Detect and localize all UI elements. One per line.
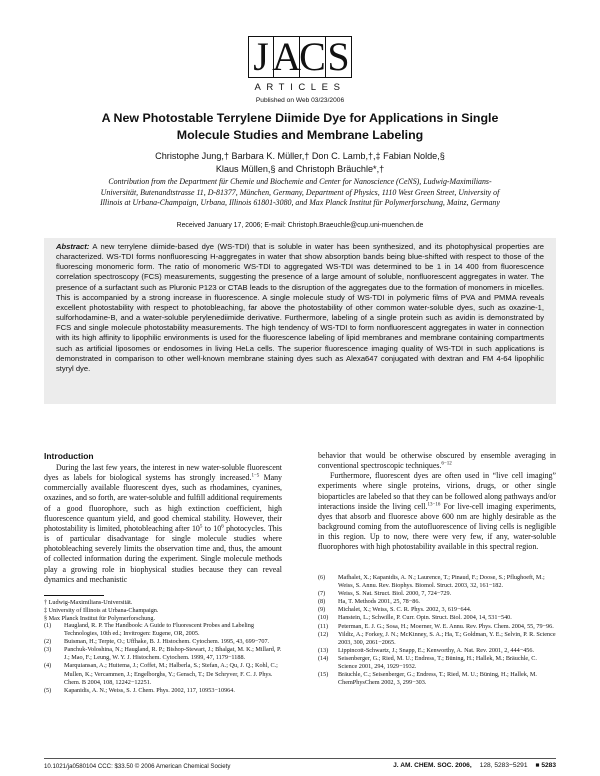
footnote: † Ludwig-Maximilians-Universität.	[44, 599, 133, 606]
author-list	[110, 150, 490, 175]
journal-logo	[248, 36, 352, 78]
reference-number: (13)	[318, 646, 329, 654]
reference-text: Mafhalet, X.; Kapanidis, A. N.; Laurence, T.; Pinaud, F.; Doose, S.; Pflughoeft, M.; Weiss, S. Annu. Rev. Biophys. Biomol. Struct. 2003, 32, 161−182.	[338, 574, 545, 590]
citation: 1−5	[251, 473, 260, 479]
references-left	[44, 622, 282, 695]
exponent: 6	[221, 524, 224, 530]
journal-citation	[393, 762, 556, 769]
abstract-text: A new terrylene diimide-based dye (WS-TDI) that is soluble in water has been synthesized, and its photophysical properties are characterized. WS-TDI forms nonfluorescing H-aggregates in water that show absorption bands being blue-shifted with respect to those of the fluorescing monomeric form. The ratio of monomeric WS-TDI to aggregated WS-TDI was determined to be 1 in 14 400 from fluorescence correlation spectroscopy (FCS) measurements, suggesting the presence of a large amount of soluble, nonfluorescent aggregates in water. The presence of a surfactant such as Pluronic P123 or CTAB leads to the disruption of the aggregates due to the formation of monomers in micelles. This is accompanied by a strong increase in fluorescence. A single molecule study of WS-TDI in polymeric films of PVA and PMMA reveals excellent photostability with respect to photobleaching, far above the photostability of other common water-soluble dyes, such as oxazine-1, sulforhodamine-B, and a water-soluble perylenediimide derivative. Furthermore, labeling of a single protein such as avidin is demonstrated by FCS and single molecule photostability measurements. The high tendency of WS-TDI to form nonfluorescent aggregates in water in connection with its high affinity to lipophilic environments is used for the fluorescence labeling of lipid membranes and membrane containing compartments such as artificial liposomes or endosomes in living HeLa cells. The superior fluorescence imaging quality of WS-TDI in such applications is demonstrated in comparison to other well-known membrane staining dyes such as Alexa647 conjugated with dextran and FM 4-64 lipophilic styryl dye.	[56, 242, 544, 373]
reference-item	[318, 631, 556, 647]
reference-number: (7)	[318, 590, 326, 598]
reference-number: (8)	[318, 598, 326, 606]
reference-number: (11)	[318, 622, 329, 630]
reference-item	[44, 622, 282, 638]
reference-number: (9)	[318, 606, 326, 614]
body-paragraph	[318, 451, 556, 471]
reference-item	[318, 590, 556, 598]
reference-item	[318, 655, 556, 671]
reference-number: (5)	[44, 686, 52, 694]
reference-text: Ha, T. Methods 2001, 25, 78−86.	[338, 598, 420, 606]
reference-text: Michalet, X.; Weiss, S. C. R. Phys. 2002, 3, 619−644.	[338, 606, 472, 614]
section-heading: Introduction	[44, 451, 94, 461]
reference-text: Weiss, S. Nat. Struct. Biol. 2000, 7, 724−729.	[338, 590, 452, 598]
logo-letter: A	[272, 34, 301, 79]
authors-line: Klaus Müllen,§ and Christoph Bräuchle*,†	[215, 163, 385, 174]
reference-number: (15)	[318, 671, 329, 679]
text-run: During the last few years, the interest in new water-soluble fluorescent dyes as labels for biological systems has strongly increased.	[44, 463, 282, 483]
received-and-email: Received January 17, 2006; E-mail: Christoph.Braeuchle@cup.uni-muenchen.de	[176, 222, 424, 229]
authors-line: Christophe Jung,† Barbara K. Müller,† Don C. Lamb,†,‡ Fabian Nolde,§	[155, 151, 445, 161]
text-run: For live-cell imaging experiments, dyes that absorb and fluoresce above 600 nm are highly desirable as the background coming from the autofluorescence of living cells is negligible in this region. Up to now, there were very few, if any, water-soluble fluorophores with high photostability available in this spectral region.	[318, 501, 556, 552]
text-run: behavior that would be otherwise obscured by ensemble averaging in conventional spectroscopic techniques.	[318, 451, 556, 471]
footer-divider	[44, 758, 556, 759]
citation: 13−16	[427, 502, 441, 508]
reference-item	[44, 687, 282, 695]
text-run: Furthermore, fluorescent dyes are often used in “live cell imaging” experiments where single proteins, virions, drugs, or other single bioparticles are labeled so that they can be followed along pathways and/or interactions inside the living cell.	[318, 471, 556, 511]
exponent: 5	[199, 524, 203, 530]
reference-number: (2)	[44, 638, 52, 646]
reference-text: Bräuchle, C.; Seisenberger, G.; Endress, T.; Ried, M. U.; Büning, H.; Hallek, M. ChemPhysChem 2002, 3, 299−303.	[338, 671, 537, 687]
reference-item	[318, 598, 556, 606]
article-title: A New Photostable Terrylene Diimide Dye for Applications in Single Molecule Studies and Membrane Labeling	[101, 111, 499, 142]
reference-item	[318, 614, 556, 622]
journal-name: J. AM. CHEM. SOC. 2006,	[393, 762, 472, 769]
published-date: Published on Web 03/23/2006	[255, 97, 345, 104]
reference-number: (10)	[318, 614, 329, 622]
reference-text: Panchuk-Voloshina, N.; Haugland, R. P.; Bishop-Stewart, J.; Bhalgat, M. K.; Millard, P. J.; Mao, F.; Leung, W. Y. J. Histochem. Cytochem. 1999, 47, 1179−1188.	[64, 646, 282, 662]
logo-letter: S	[326, 36, 352, 78]
reference-item	[318, 671, 556, 687]
reference-number: (12)	[318, 630, 329, 638]
section-label: ARTICLES	[254, 82, 346, 93]
reference-text: Yildiz, A.; Forkey, J. N.; McKinney, S. A.; Ha, T.; Goldman, Y. E.; Selvin, P. R. Science 2003, 300, 2061−2065.	[338, 630, 556, 646]
logo-letter: C	[299, 34, 326, 79]
right-column	[318, 451, 556, 553]
abstract-label: Abstract:	[56, 242, 90, 251]
reference-item	[318, 606, 556, 614]
affiliation-footnotes	[44, 599, 282, 623]
reference-number: (1)	[44, 622, 52, 629]
left-column	[44, 451, 282, 585]
reference-text: Buisman, H.; Terpte, O.; Uffhake, B. J. Histochem. Cytochem. 1995, 43, 699−707.	[64, 638, 270, 646]
reference-text: Hanstein, L.; Schwille, P. Curr. Opin. Struct. Biol. 2004, 14, 531−540.	[338, 614, 512, 622]
reference-number: (6)	[318, 574, 326, 581]
reference-item	[318, 647, 556, 655]
text-run: to 10	[202, 523, 222, 533]
references-right	[318, 574, 556, 687]
reference-number: (14)	[318, 654, 329, 662]
reference-item	[44, 662, 282, 686]
citation: 6−12	[441, 461, 452, 467]
footnote-divider	[44, 595, 104, 596]
text-run: Many commercially available fluorescent dyes, such as rhodamines, cyanines, oxazines, and so forth, are water-soluble and fulfill additional requirements of a good fluorophore, such as high extinction coefficient, high fluorescence quantum yield, and good chemical stability. However, their photostability is limited, photobleaching after 10	[44, 473, 282, 533]
reference-item	[44, 638, 282, 646]
reference-text: Marquiansan, A.; Huitema, J.; Coffet, M.; Halberla, S.; Stefan, A.; Qu, J. Q.; Kohl, C.; Mullen, K.; Vercammen, J.; Engelborghs, Y.; Gensch, T.; De Schryver, F. C. J. Phys. Chem. B 2004, 108, 12242−12251.	[64, 662, 278, 686]
reference-item	[318, 574, 556, 590]
reference-text: Peterman, E. J. G.; Sosa, H.; Moerner, W. E. Annu. Rev. Phys. Chem. 2004, 55, 79−96.	[338, 622, 554, 630]
reference-text: Kapanidis, A. N.; Weiss, S. J. Chem. Phys. 2002, 117, 10953−10964.	[64, 686, 235, 694]
body-paragraph	[44, 463, 282, 585]
reference-text: Haugland, R. P. The Handbook: A Guide to Fluorescent Probes and Labeling Technologies, 10th ed.; Invitrogen: Eugene, OR, 2005.	[64, 622, 254, 638]
abstract-box	[44, 238, 556, 404]
reference-item	[44, 646, 282, 662]
reference-item	[318, 623, 556, 631]
logo-letter: J	[248, 36, 274, 78]
page-number: ■ 5283	[535, 762, 556, 769]
footnote: § Max Planck Institut für Polymerforschung.	[44, 615, 156, 623]
reference-text: Seisenberger, G.; Ried, M. U.; Endress, T.; Büning, H.; Hallek, M.; Bräuchle, C. Science 2001, 294, 1929−1932.	[338, 654, 537, 671]
text-run: photocycles. This is of particular disadvantage for single molecule studies where photobleaching severely limits the observation time and, thus, the amount of collected information during the experiment. Single molecule methods play a growing role in biophysical studies because they can reveal dynamics and mechanistic	[44, 523, 282, 584]
footnote: ‡ University of Illinois at Urbana-Champaign.	[44, 607, 159, 615]
reference-number: (4)	[44, 662, 52, 670]
reference-text: Lippincott-Schwartz, J.; Snapp, E.; Kenworthy, A. Nat. Rev. 2001, 2, 444−456.	[338, 646, 535, 654]
reference-number: (3)	[44, 646, 52, 654]
volume-pages: 128, 5283−5291	[479, 762, 528, 769]
doi-line: 10.1021/ja0580104 CCC: $33.50 © 2006 American Chemical Society	[44, 763, 231, 770]
body-paragraph	[318, 471, 556, 552]
affiliations: Contribution from the Department für Chemie und Biochemie and Center for Nanoscience (CeNS), Ludwig-Maximilians-Universität, Butenandtstrasse 11, D-81377, München, Germany, Department of Physics, 1110 West Green Street, University of Illinois at Urbana-Champaign, Urbana, Illinois 61801-3080, and Max Planck Institut für Polymerforschung, Mainz, Germany	[100, 177, 500, 208]
